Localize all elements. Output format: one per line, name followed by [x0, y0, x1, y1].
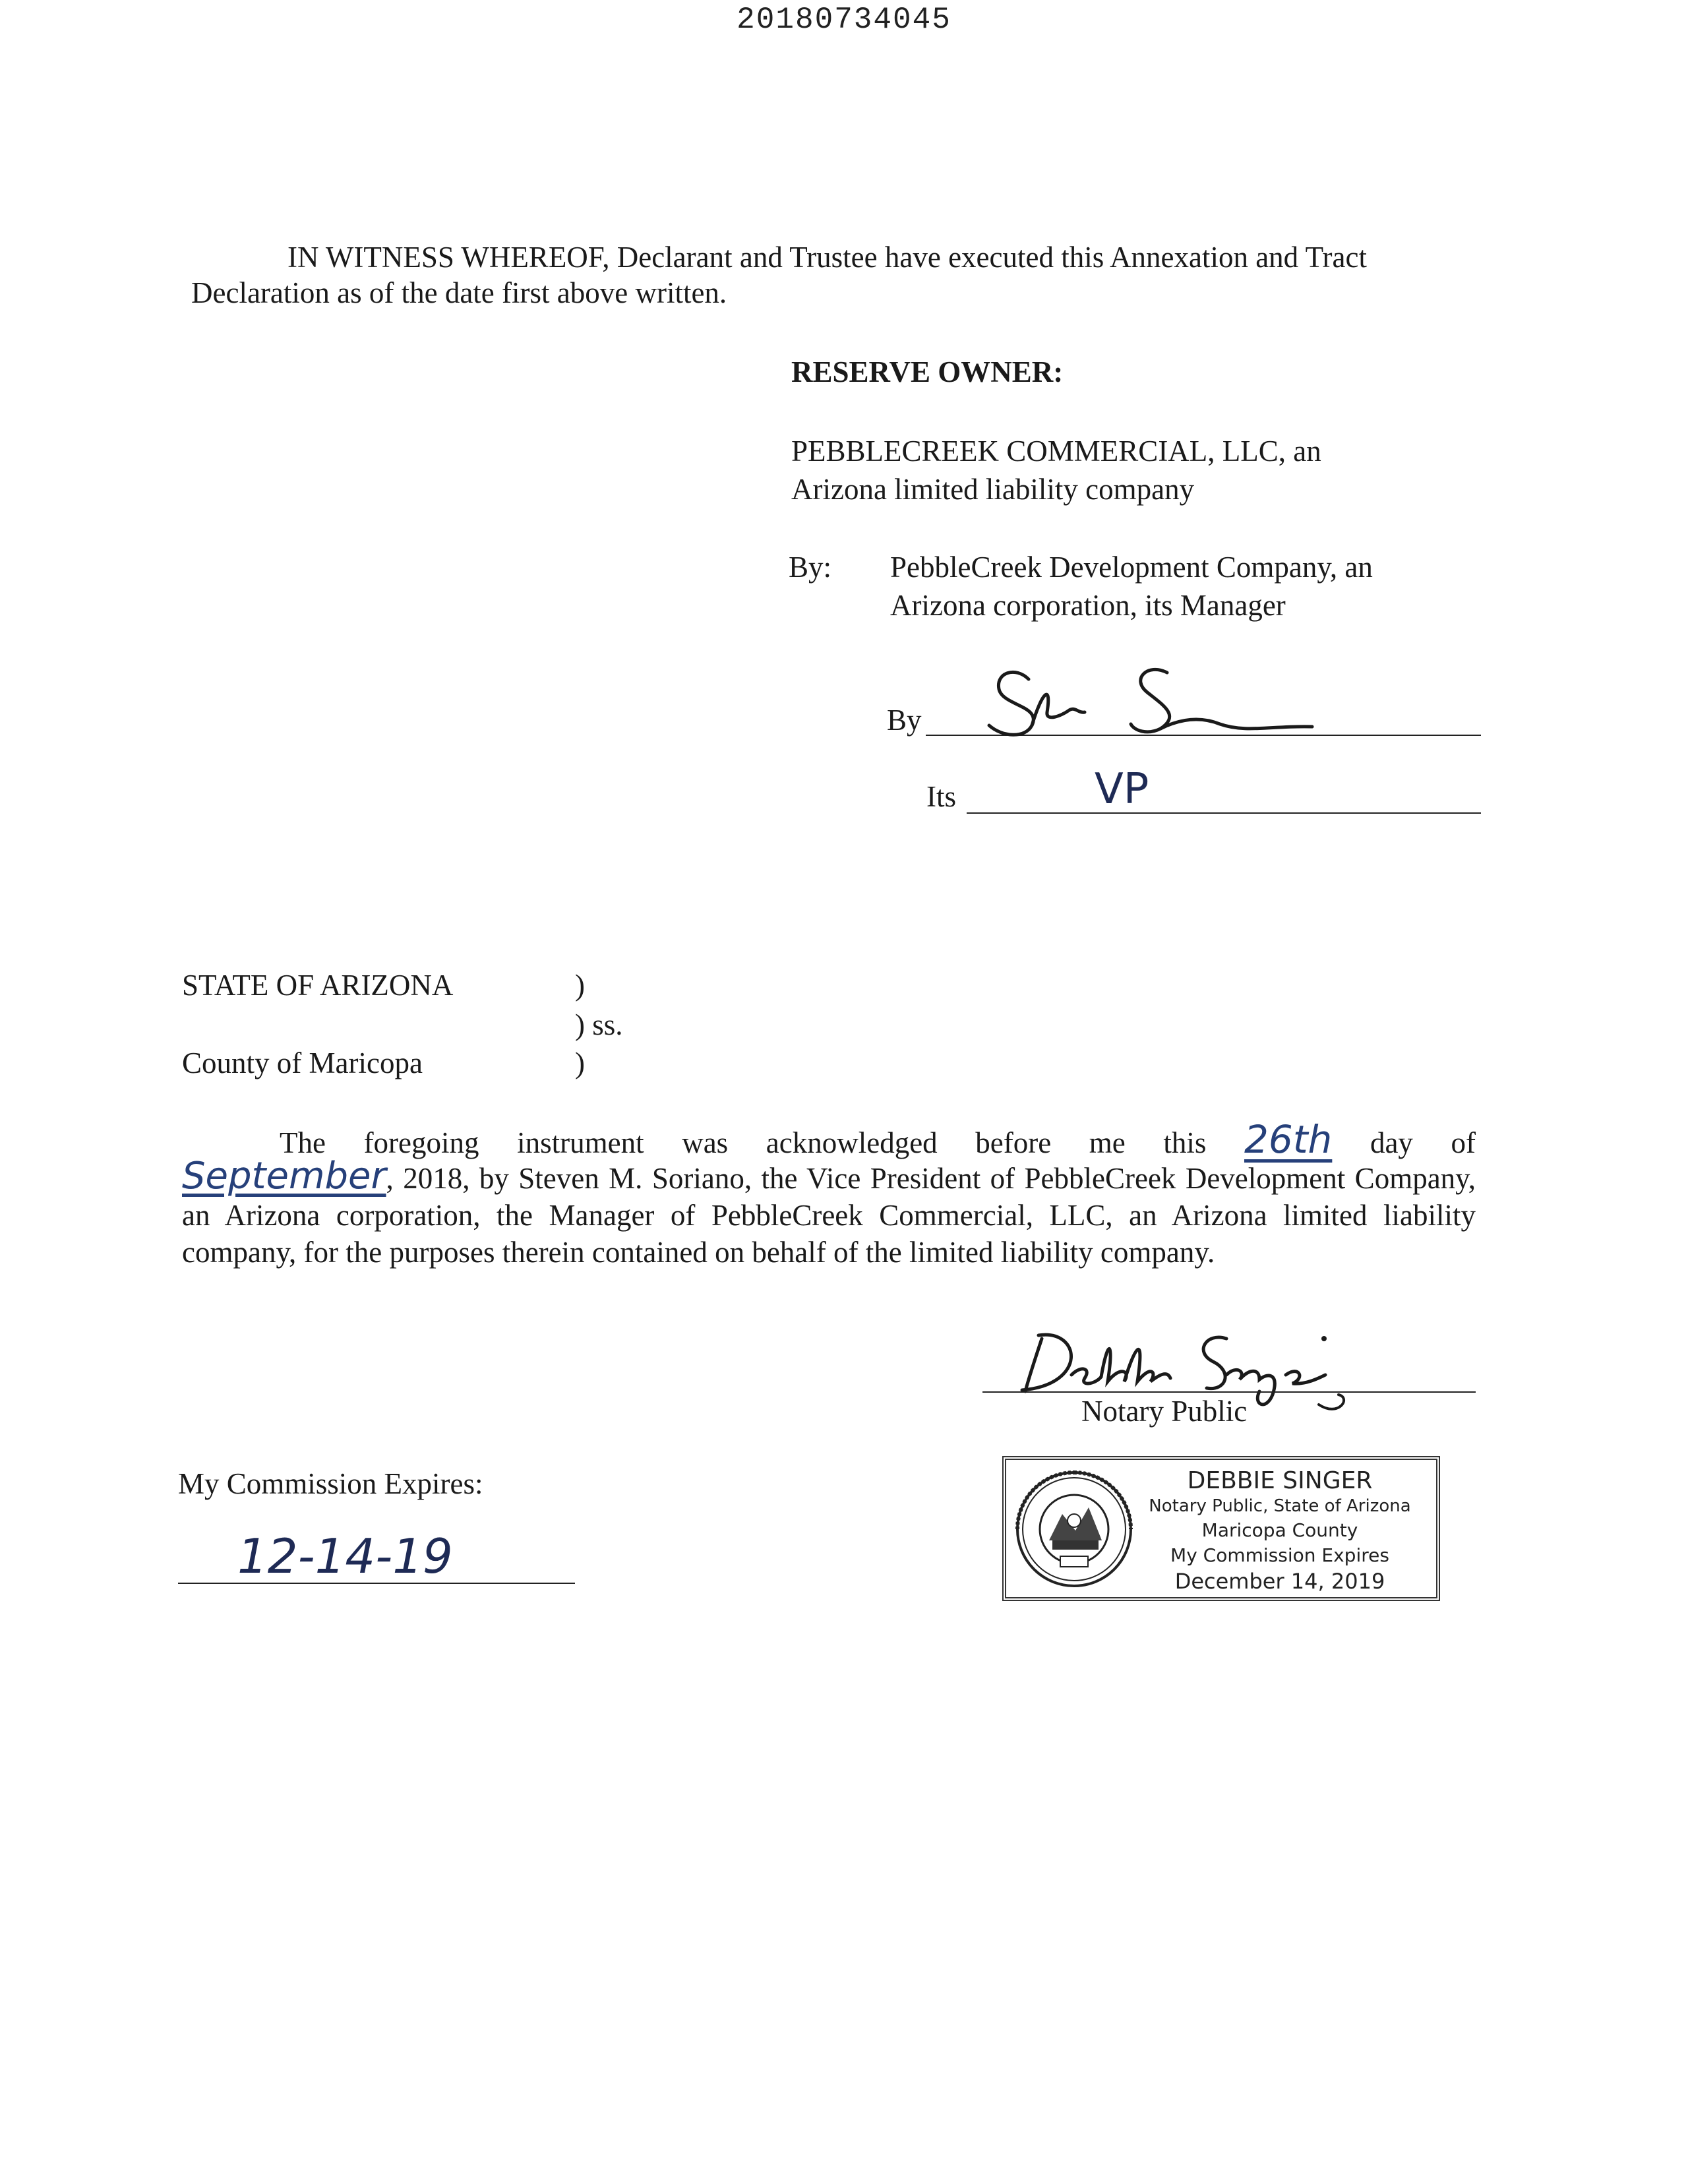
- commission-date-line: [178, 1583, 575, 1584]
- ack-month-handwritten: September: [182, 1155, 386, 1198]
- reserve-owner-heading: RESERVE OWNER:: [791, 355, 1064, 388]
- venue-paren-1: ): [575, 969, 585, 1002]
- commission-date-handwritten: 12-14-19: [237, 1529, 453, 1584]
- manager-line-1: PebbleCreek Development Company, an: [890, 551, 1373, 584]
- ack-text-2: day of: [1370, 1126, 1476, 1159]
- its-value-handwritten: VP: [1095, 765, 1149, 814]
- venue-ss: ) ss.: [575, 1008, 623, 1041]
- by-label: By:: [789, 551, 832, 584]
- state-seal-icon: [1013, 1468, 1135, 1591]
- venue-paren-2: ): [575, 1046, 585, 1079]
- manager-line-2: Arizona corporation, its Manager: [890, 589, 1286, 622]
- venue-state: STATE OF ARIZONA: [182, 969, 454, 1002]
- notary-stamp: [1002, 1456, 1440, 1601]
- ack-day-handwritten: 26th: [1244, 1117, 1333, 1162]
- stamp-text: [1129, 1468, 1431, 1594]
- stamp-line-2: Notary Public, State of Arizona: [1149, 1496, 1411, 1516]
- its-line: [967, 812, 1481, 814]
- company-name-line-1: PEBBLECREEK COMMERCIAL, LLC, an: [791, 435, 1321, 468]
- stamp-name: DEBBIE SINGER: [1187, 1467, 1373, 1494]
- venue-county: County of Maricopa: [182, 1046, 423, 1079]
- notary-public-label: Notary Public: [1081, 1395, 1248, 1428]
- signature-by-label: By: [887, 704, 922, 737]
- acknowledgment-body: [182, 1155, 1476, 1271]
- commission-label: My Commission Expires:: [178, 1467, 483, 1500]
- its-label: Its: [926, 780, 956, 813]
- stamp-line-4: My Commission Expires: [1170, 1544, 1389, 1566]
- witness-line-1: IN WITNESS WHEREOF, Declarant and Trustee have executed this Annexation and Tract: [287, 241, 1367, 274]
- signature-scribble: [969, 653, 1339, 745]
- ack-text-3: , 2018, by Steven M. Soriano, the Vice President of PebbleCreek Development Company, an Arizona corporation, the Manager of PebbleCreek Commercial, LLC, an Arizona limited liability company, for the purposes therein contained on behalf of the limited liability company.: [182, 1162, 1476, 1269]
- witness-line-2: Declaration as of the date first above written.: [191, 276, 727, 309]
- recording-number: 20180734045: [737, 3, 951, 37]
- company-name-line-2: Arizona limited liability company: [791, 473, 1195, 506]
- stamp-line-5: December 14, 2019: [1174, 1569, 1385, 1594]
- ack-text-1: The foregoing instrument was acknowledged before me this: [280, 1126, 1207, 1159]
- stamp-line-3: Maricopa County: [1201, 1519, 1358, 1541]
